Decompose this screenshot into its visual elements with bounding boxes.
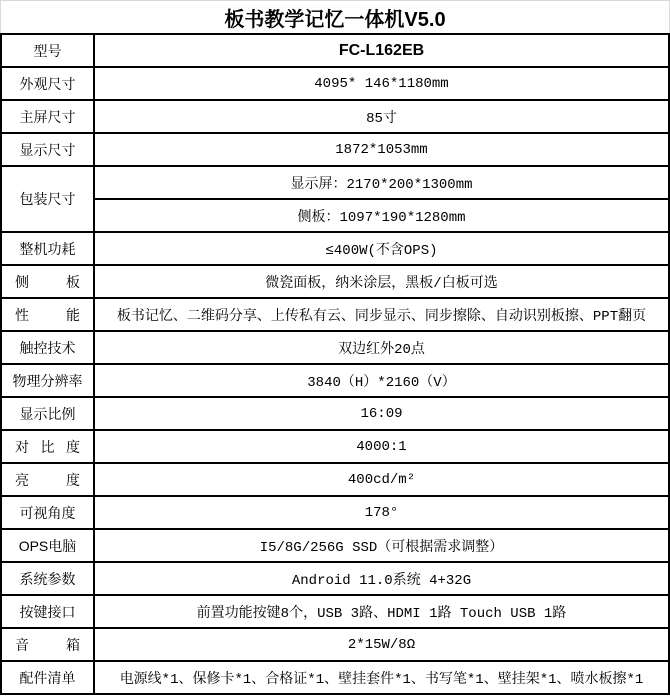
row-physical-resolution [1,364,669,397]
row-value: 2*15W/8Ω [94,628,669,661]
row-features [1,298,669,331]
row-side-panel [1,265,669,298]
row-label: 配件清单 [1,661,94,694]
row-viewing-angle [1,496,669,529]
row-label: 型号 [1,34,94,67]
row-label: 物理分辨率 [1,364,94,397]
row-value: 双边红外20点 [94,331,669,364]
row-label: 音箱 [1,628,94,661]
row-label: 显示比例 [1,397,94,430]
row-label: 整机功耗 [1,232,94,265]
row-contrast-ratio [1,430,669,463]
row-label: 亮度 [1,463,94,496]
row-display-size [1,133,669,166]
row-value: 4000:1 [94,430,669,463]
row-system-parameters [1,562,669,595]
row-value: 显示屏：2170*200*1300mm [94,166,669,199]
row-value: 400cd/m² [94,463,669,496]
row-value: 4095* 146*1180mm [94,67,669,100]
spec-table [0,33,670,695]
row-value: 微瓷面板，纳米涂层，黑板/白板可选 [94,265,669,298]
row-label: OPS电脑 [1,529,94,562]
row-appearance-size [1,67,669,100]
row-label: 按键接口 [1,595,94,628]
row-value: 1872*1053mm [94,133,669,166]
row-speaker [1,628,669,661]
row-label: 显示尺寸 [1,133,94,166]
row-label: 触控技术 [1,331,94,364]
row-value: 侧板：1097*190*1280mm [94,199,669,232]
row-value: 16:09 [94,397,669,430]
row-value: 3840（H）*2160（V） [94,364,669,397]
row-model [1,34,669,67]
row-label: 主屏尺寸 [1,100,94,133]
row-value: 板书记忆、二维码分享、上传私有云、同步显示、同步擦除、自动识别板擦、PPT翻页 [94,298,669,331]
row-label: 性能 [1,298,94,331]
row-main-screen-size [1,100,669,133]
row-package-size-panel [1,199,669,232]
row-value: I5/8G/256G SSD（可根据需求调整） [94,529,669,562]
row-label: 包装尺寸 [1,166,94,232]
row-value: FC-L162EB [94,34,669,67]
row-power-consumption [1,232,669,265]
row-package-size-screen [1,166,669,199]
row-value: Android 11.0系统 4+32G [94,562,669,595]
row-touch-technology [1,331,669,364]
row-label: 系统参数 [1,562,94,595]
row-value: 电源线*1、保修卡*1、合格证*1、壁挂套件*1、书写笔*1、壁挂架*1、喷水板擦*1 [94,661,669,694]
page-title: 板书教学记忆一体机V5.0 [0,0,670,33]
row-value: ≤400W(不含OPS) [94,232,669,265]
row-aspect-ratio [1,397,669,430]
row-ops-computer [1,529,669,562]
row-buttons-ports [1,595,669,628]
row-label: 对比度 [1,430,94,463]
row-value: 前置功能按键8个，USB 3路、HDMI 1路 Touch USB 1路 [94,595,669,628]
row-label: 外观尺寸 [1,67,94,100]
row-brightness [1,463,669,496]
row-value: 178° [94,496,669,529]
row-value: 85寸 [94,100,669,133]
row-accessories-list [1,661,669,694]
row-label: 侧板 [1,265,94,298]
row-label: 可视角度 [1,496,94,529]
